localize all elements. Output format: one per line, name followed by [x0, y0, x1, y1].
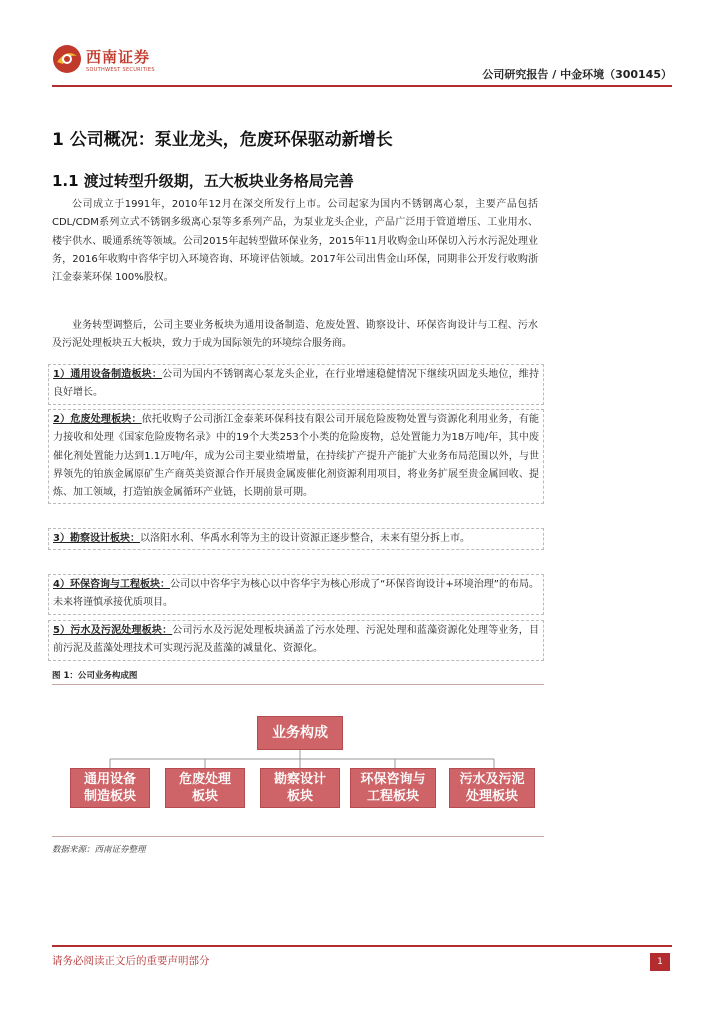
segment-block-1 — [48, 364, 544, 405]
segment-label: 3）勘察设计板块： — [53, 533, 140, 544]
segment-block-2 — [48, 409, 544, 504]
section-title: 1 公司概况：泵业龙头，危废环保驱动新增长 — [52, 130, 393, 150]
intro-paragraph: 公司成立于1991年，2010年12月在深交所发行上市。公司起家为国内不锈钢离心泵，主要产品包括CDL/CDM系列立式不锈钢多级离心泵等多系列产品，为泵业龙头企业，产品广泛用于管道增压、工业用水、楼宇供水、暖通系统等领域。公司2015年起转型做环保业务，2015年11月收购金山环保切入污水污泥处理业务，2016年收购中咨华宇切入环境咨询、环境评估领域。2017年公司出售金山环保，同期非公开发行收购浙江金泰莱环保 100%股权。 — [52, 199, 538, 284]
segment-text: 1）通用设备制造板块：公司为国内不锈钢离心泵龙头企业，在行业增速稳健情况下继续巩固龙头地位，维持良好增长。 — [53, 369, 539, 399]
org-node-env-consulting: 环保咨询与 工程板块 — [350, 768, 436, 808]
header-divider — [52, 85, 672, 87]
segment-label: 1）通用设备制造板块： — [53, 369, 163, 380]
segment-block-5 — [48, 620, 544, 661]
org-node-sewage-sludge: 污水及污泥 处理板块 — [449, 768, 535, 808]
segment-label: 5）污水及污泥处理板块： — [53, 625, 173, 636]
figure-title: 图 1：公司业务构成图 — [52, 671, 138, 681]
org-node-survey-design: 勘察设计 板块 — [260, 768, 340, 808]
figure-bottom-rule — [52, 836, 544, 837]
segment-label: 2）危废处理板块： — [53, 414, 142, 425]
segment-text: 5）污水及污泥处理板块：公司污水及污泥处理板块涵盖了污水处理、污泥处理和蓝藻资源化处理等业务，目前污泥及蓝藻处理技术可实现污泥及蓝藻的减量化、资源化。 — [53, 625, 539, 655]
segment-block-3 — [48, 528, 544, 550]
subsection-title: 1.1 渡过转型升级期，五大板块业务格局完善 — [52, 172, 354, 190]
page-number: 1 — [650, 953, 670, 971]
org-root-node: 业务构成 — [257, 716, 343, 750]
segment-text: 3）勘察设计板块：以洛阳水利、华禹水利等为主的设计资源正逐步整合，未来有望分拆上市。 — [53, 533, 470, 544]
segment-text: 4）环保咨询与工程板块：公司以中咨华宇为核心以中咨华宇为核心形成了“环保咨询设计+环境治理”的布局。未来将谨慎承接优质项目。 — [53, 579, 539, 609]
segment-block-4 — [48, 574, 544, 615]
figure-top-rule — [52, 684, 544, 685]
figure-source: 数据来源：西南证券整理 — [52, 845, 146, 855]
footer-divider — [52, 945, 672, 947]
brand-subtitle: SOUTHWEST SECURITIES — [86, 67, 155, 73]
org-node-hazardous-waste: 危废处理 板块 — [165, 768, 245, 808]
segment-label: 4）环保咨询与工程板块： — [53, 579, 171, 590]
footer-disclaimer: 请务必阅读正文后的重要声明部分 — [52, 955, 210, 967]
logo-icon — [52, 44, 82, 74]
business-paragraph: 业务转型调整后，公司主要业务板块为通用设备制造、危废处置、勘察设计、环保咨询设计与工程、污水及污泥处理板块五大板块，致力于成为国际领先的环境综合服务商。 — [52, 320, 538, 350]
segment-text: 2）危废处理板块：依托收购子公司浙江金泰莱环保科技有限公司开展危险废物处置与资源化利用业务，有能力接收和处理《国家危险废物名录》中的19个大类253个小类的危险废物，总处置能力为18万吨/年，其中废催化剂处置能力达到1.1万吨/年，成为公司主要业绩增量，在持续扩产提升产能扩大业务布局范围以外，与世界领先的铂族金属原矿生产商英美资源合作开展贵金属废催化剂资源利用项目，将业务扩展至贵金属回收、提炼、加工领域，打造铂族金属循环产业链，长期前景可期。 — [53, 414, 539, 499]
brand-name: 西南证券 — [86, 48, 151, 66]
org-node-equipment: 通用设备 制造板块 — [70, 768, 150, 808]
report-info: 公司研究报告 / 中金环境（300145） — [482, 68, 672, 81]
